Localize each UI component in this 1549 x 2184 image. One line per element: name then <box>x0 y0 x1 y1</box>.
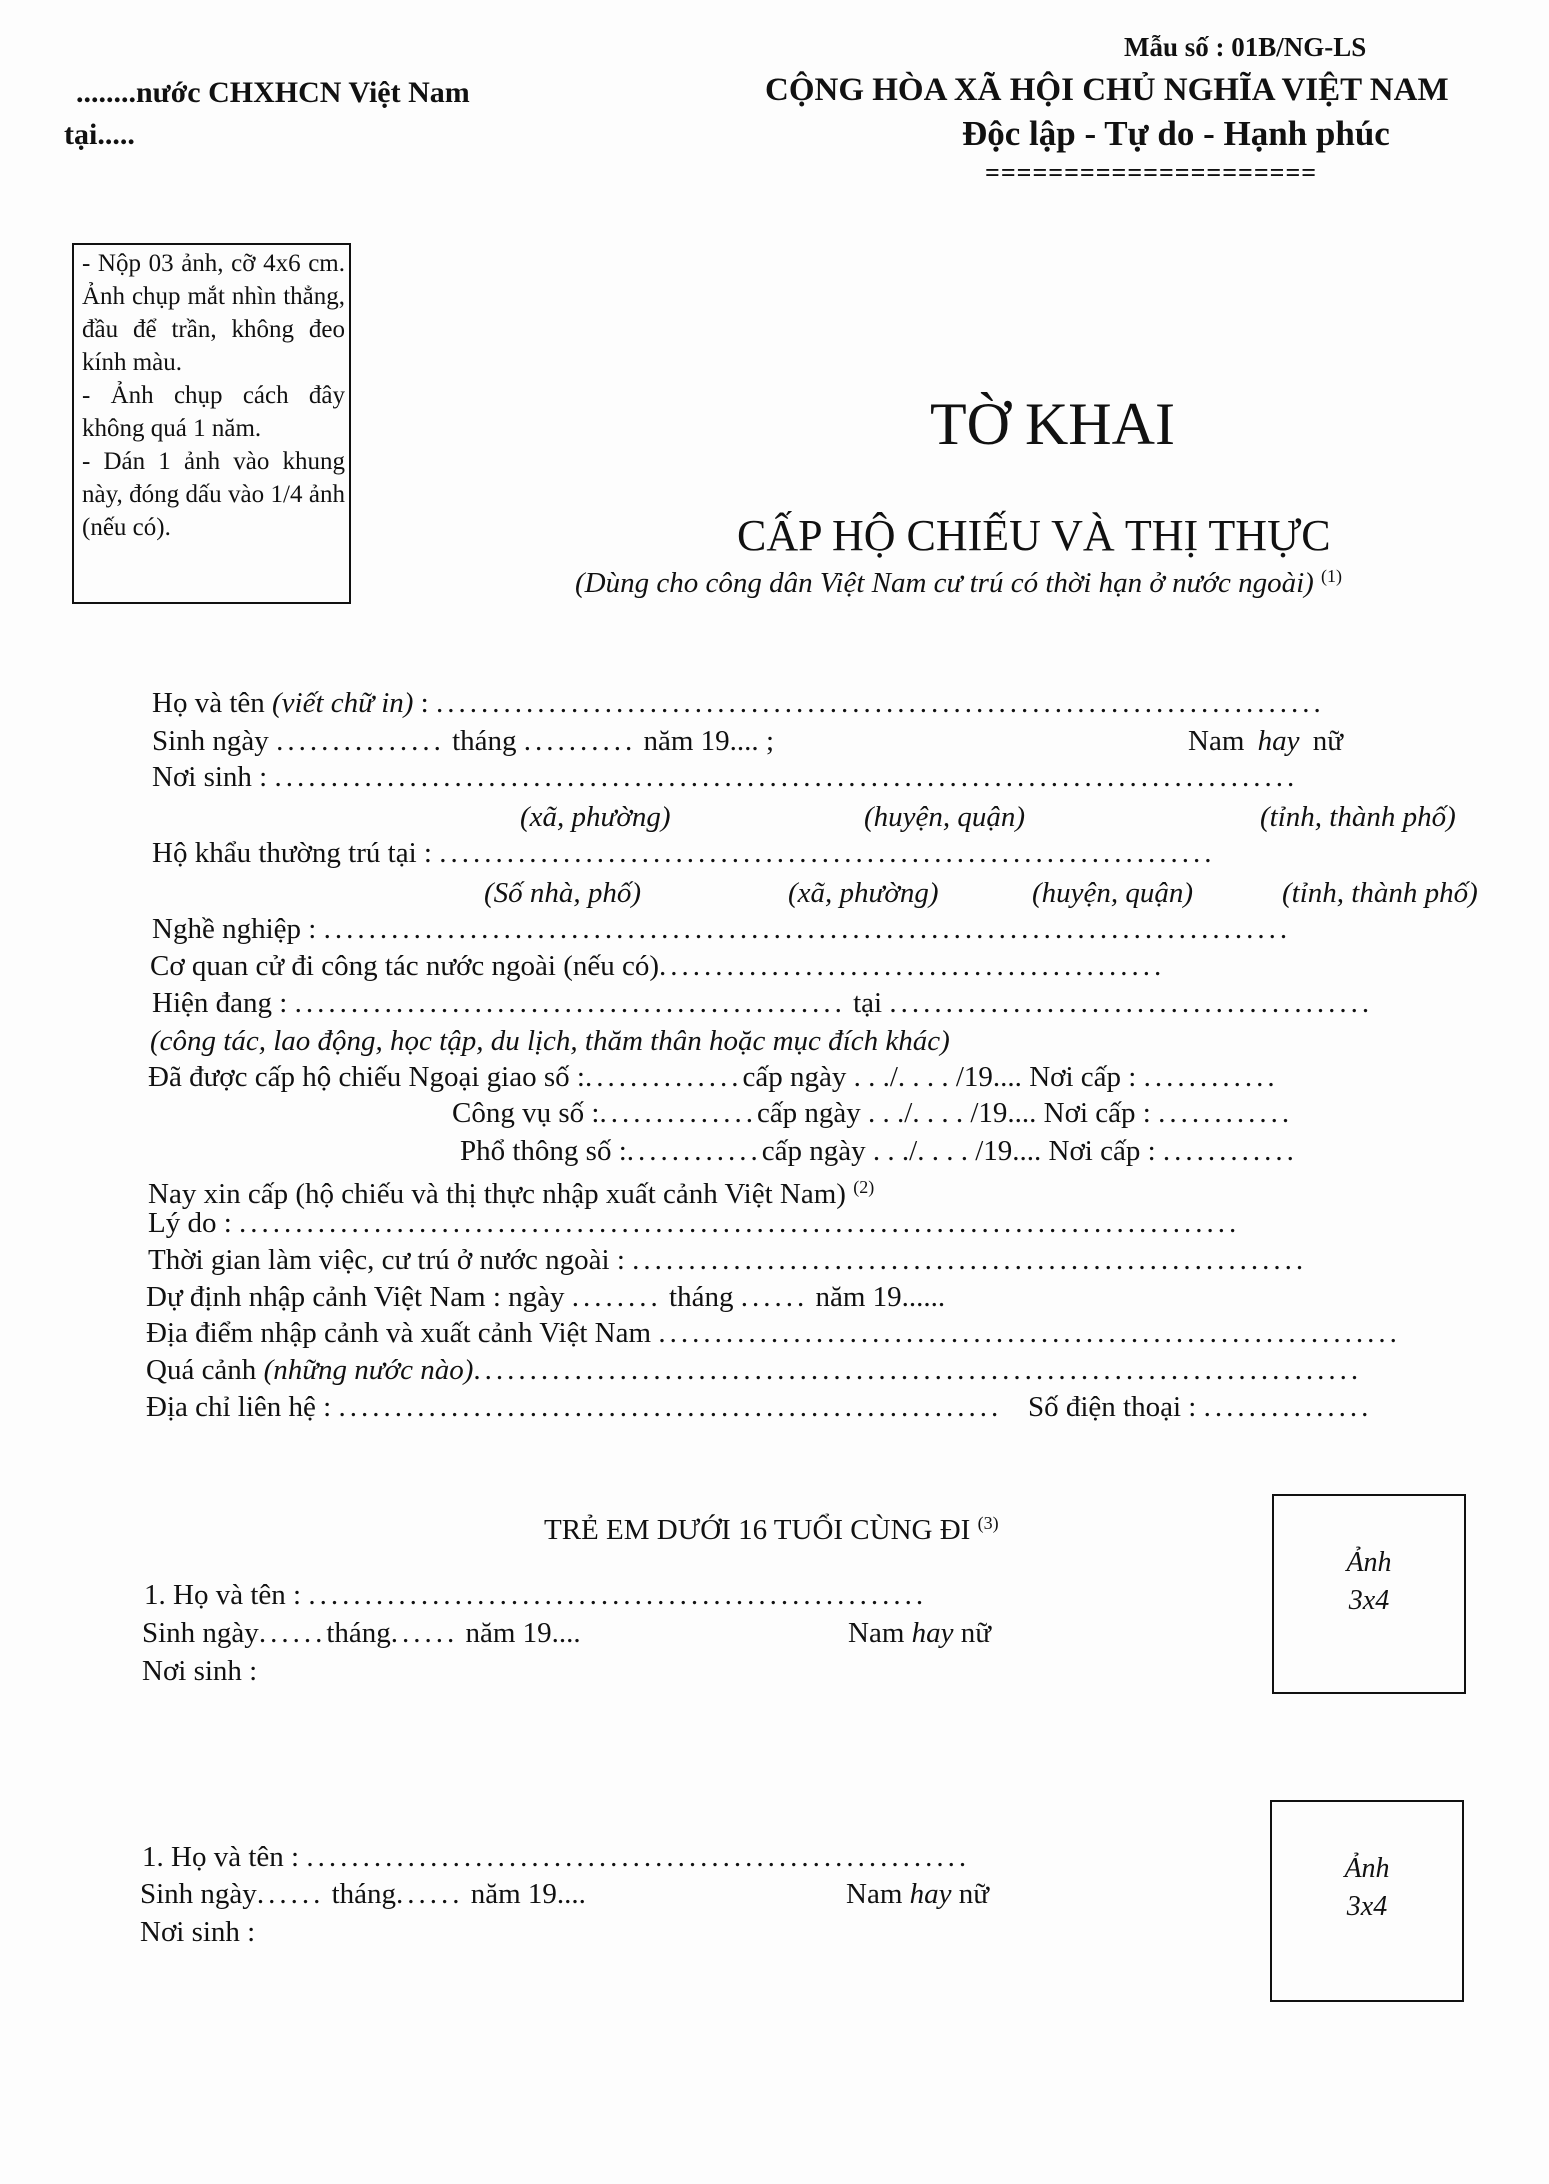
occupation-row <box>152 912 1291 946</box>
child-2-dob-row <box>140 1877 586 1911</box>
child-1-birthplace: Nơi sinh : <box>142 1655 258 1687</box>
border-row <box>146 1316 1401 1350</box>
child-name-input[interactable]: ........................................................... <box>306 1841 971 1873</box>
entry-day-input[interactable]: ........ <box>571 1281 662 1313</box>
border-label: Địa điểm nhập cảnh và xuất cảnh Việt Nam <box>146 1317 652 1349</box>
current-hint: (công tác, lao động, học tập, du lịch, thăm thân hoặc mục đích khác) <box>150 1025 950 1057</box>
dob-row <box>152 724 774 758</box>
child-2-gender[interactable] <box>846 1877 989 1911</box>
gender-hay: hay <box>1257 725 1300 757</box>
current-activity-input[interactable]: ................................................. <box>294 987 846 1019</box>
transit-label: Quá cảnh <box>146 1354 257 1386</box>
children-heading <box>544 1506 999 1547</box>
request-row <box>148 1170 874 1211</box>
phone-field <box>1028 1390 1372 1424</box>
birthplace-hint-2: (huyện, quận) <box>864 801 1026 833</box>
current-label: Hiện đang : <box>152 987 288 1019</box>
child-photo-size: 3x4 <box>1348 1585 1390 1616</box>
child-gender-nu: nữ <box>958 1878 989 1910</box>
child-photo-label: Ảnh <box>1346 1547 1392 1578</box>
photo-instruction-box <box>72 243 351 604</box>
passport-place-label: Nơi cấp : <box>1048 1135 1156 1167</box>
nation-title: CỘNG HÒA XÃ HỘI CHỦ NGHĨA VIỆT NAM <box>765 72 1449 108</box>
form-code: Mẫu số : 01B/NG-LS <box>1124 32 1367 62</box>
child-2-birthplace: Nơi sinh : <box>140 1916 256 1948</box>
birthplace-hint-1: (xã, phường) <box>520 801 671 833</box>
passport-issued-prefix: Đã được cấp hộ chiếu <box>148 1061 402 1093</box>
transit-row <box>146 1353 1362 1387</box>
dob-year-label: năm 19.... <box>643 725 759 757</box>
child-gender-nam: Nam <box>846 1878 903 1910</box>
child-dob-day-input[interactable]: ...... <box>256 1878 325 1910</box>
embassy-at: tại..... <box>64 118 135 151</box>
child-gender-nam: Nam <box>848 1617 905 1649</box>
child-dob-label: Sinh ngày <box>142 1617 259 1649</box>
photo-note-line: - Dán 1 ảnh vào khung này, đóng dấu vào 1/4 ảnh (nếu có). <box>82 448 345 541</box>
form-usage-note <box>575 566 1342 600</box>
entry-year-label: năm 19...... <box>815 1281 946 1313</box>
photo-note-line: - Ảnh chụp cách đây không quá 1 năm. <box>82 382 345 442</box>
request-label: Nay xin cấp (hộ chiếu và thị thực nhập xuất cảnh Việt Nam) <box>148 1178 846 1210</box>
passport-number-input[interactable]: ............ <box>626 1135 762 1167</box>
duration-label: Thời gian làm việc, cư trú ở nước ngoài : <box>148 1244 625 1276</box>
entry-month-label: tháng <box>669 1281 734 1313</box>
passport-place-input[interactable]: ............ <box>1158 1097 1294 1129</box>
full-name-colon: : <box>420 687 429 719</box>
residence-label: Hộ khẩu thường trú tại : <box>152 837 432 869</box>
child-photo-label: Ảnh <box>1344 1853 1390 1884</box>
entry-month-input[interactable]: ...... <box>740 1281 809 1313</box>
passport-place-input[interactable]: ............ <box>1143 1061 1279 1093</box>
child-gender-nu: nữ <box>960 1617 991 1649</box>
residence-hint-1: (Số nhà, phố) <box>484 877 642 909</box>
birthplace-label: Nơi sinh : <box>152 761 268 793</box>
passport-type-diplomatic: Ngoại giao số : <box>408 1061 585 1093</box>
child-year-label: năm 19.... <box>470 1878 586 1910</box>
gender-field[interactable] <box>1188 724 1343 758</box>
passport-place-label: Nơi cấp : <box>1029 1061 1137 1093</box>
child-month-label: tháng <box>326 1617 391 1649</box>
full-name-row <box>152 686 1325 720</box>
passport-type-ordinary: Phổ thông số : <box>460 1135 627 1167</box>
dob-month-label: tháng <box>452 725 517 757</box>
current-place-input[interactable]: ........................................... <box>889 987 1374 1019</box>
full-name-hint: (viết chữ in) <box>272 687 414 719</box>
entry-row <box>146 1280 945 1314</box>
residence-hint-3: (huyện, quận) <box>1032 877 1194 909</box>
duration-row <box>148 1243 1307 1277</box>
phone-label: Số điện thoại : <box>1028 1391 1197 1423</box>
agency-row <box>150 949 1165 983</box>
residence-input[interactable]: ..................................................................... <box>439 837 1216 869</box>
entry-label: Dự định nhập cảnh Việt Nam : ngày <box>146 1281 565 1313</box>
child-name-input[interactable]: ....................................................... <box>308 1579 928 1611</box>
residence-hint-2: (xã, phường) <box>788 877 939 909</box>
reason-row <box>148 1206 1240 1240</box>
usage-note-ref: (1) <box>1321 566 1343 586</box>
child-gender-hay: hay <box>909 1878 952 1910</box>
motto-rule: ===================== <box>985 158 1318 187</box>
form-subtitle: CẤP HỘ CHIẾU VÀ THỊ THỰC <box>737 511 1331 560</box>
usage-note-text: (Dùng cho công dân Việt Nam cư trú có thời hạn ở nước ngoài) <box>575 567 1314 599</box>
child-year-label: năm 19.... <box>465 1617 581 1649</box>
photo-note-line: - Nộp 03 ảnh, cỡ 4x6 cm. Ảnh chụp mắt nhìn thẳng, đầu để trần, không đeo kính màu. <box>82 250 345 376</box>
passport-place-label: Nơi cấp : <box>1043 1097 1151 1129</box>
border-input[interactable]: .................................................................. <box>658 1317 1401 1349</box>
occupation-input[interactable]: ...................................................................................... <box>323 913 1292 945</box>
transit-input[interactable]: ............................................................................... <box>473 1354 1363 1386</box>
dob-month-input[interactable]: .......... <box>523 725 637 757</box>
child-1-gender[interactable] <box>848 1616 991 1650</box>
dob-label: Sinh ngày <box>152 725 269 757</box>
child-name-label: 1. Họ và tên : <box>142 1841 300 1873</box>
phone-input[interactable]: ............... <box>1203 1391 1373 1423</box>
agency-label: Cơ quan cử đi công tác nước ngoài (nếu có) <box>150 950 660 982</box>
reason-input[interactable]: ......................................................................................... <box>239 1207 1241 1239</box>
passport-issue-date: cấp ngày . . ./. . . . /19.... <box>756 1097 1037 1129</box>
gender-nam: Nam <box>1188 725 1245 757</box>
child-dob-month-input[interactable]: ...... <box>396 1878 464 1910</box>
dob-day-input[interactable]: ............... <box>276 725 445 757</box>
reason-label: Lý do : <box>148 1207 232 1239</box>
passport-row-1 <box>148 1060 1279 1094</box>
contact-input[interactable]: ........................................................... <box>338 1391 1003 1423</box>
contact-row <box>146 1390 1002 1424</box>
child-month-label: tháng <box>331 1878 396 1910</box>
birthplace-hint-3: (tỉnh, thành phố) <box>1260 801 1456 833</box>
form-title: TỜ KHAI <box>930 391 1175 457</box>
gender-nu: nữ <box>1312 725 1343 757</box>
child-1-photo-box <box>1272 1494 1466 1694</box>
birthplace-input[interactable]: ........................................................................................... <box>274 761 1299 793</box>
child-1-dob-row <box>142 1616 581 1650</box>
occupation-label: Nghề nghiệp : <box>152 913 317 945</box>
residence-row <box>152 836 1215 870</box>
contact-label: Địa chỉ liên hệ : <box>146 1391 332 1423</box>
children-heading-text: TRẺ EM DƯỚI 16 TUỔI CÙNG ĐI <box>544 1514 971 1546</box>
child-2-name-row <box>142 1840 970 1874</box>
child-dob-month-input[interactable]: ...... <box>390 1617 459 1649</box>
child-name-label: 1. Họ và tên : <box>144 1579 302 1611</box>
embassy-line: ........nước CHXHCN Việt Nam <box>76 76 470 109</box>
full-name-input[interactable]: ............................................................................... <box>435 687 1325 719</box>
passport-number-input[interactable]: .............. <box>584 1061 743 1093</box>
child-dob-label: Sinh ngày <box>140 1878 257 1910</box>
duration-input[interactable]: ............................................................ <box>632 1244 1308 1276</box>
request-ref: (2) <box>853 1177 875 1197</box>
motto: Độc lập - Tự do - Hạnh phúc <box>962 114 1390 153</box>
passport-issue-date: cấp ngày . . ./. . . . /19.... <box>742 1061 1022 1093</box>
passport-issue-date: cấp ngày . . ./. . . . /19.... <box>761 1135 1042 1167</box>
child-1-name-row <box>144 1578 927 1612</box>
passport-row-3 <box>460 1134 1298 1168</box>
residence-hint-4: (tỉnh, thành phố) <box>1282 877 1478 909</box>
birthplace-row <box>152 760 1298 794</box>
child-2-photo-box <box>1270 1800 1464 2002</box>
current-at-label: tại <box>853 987 883 1019</box>
child-gender-hay: hay <box>911 1617 954 1649</box>
current-row <box>152 986 1373 1020</box>
child-dob-day-input[interactable]: ...... <box>258 1617 327 1649</box>
passport-place-input[interactable]: ............ <box>1162 1135 1298 1167</box>
children-heading-ref: (3) <box>977 1513 999 1533</box>
passport-row-2 <box>452 1096 1293 1130</box>
dob-semicolon: ; <box>765 725 774 757</box>
child-photo-size: 3x4 <box>1346 1891 1388 1922</box>
agency-input[interactable]: ............................................. <box>659 950 1166 982</box>
full-name-label: Họ và tên <box>152 687 265 719</box>
passport-type-official: Công vụ số : <box>452 1097 600 1129</box>
transit-hint: (những nước nào) <box>263 1354 474 1386</box>
passport-number-input[interactable]: .............. <box>599 1097 757 1129</box>
